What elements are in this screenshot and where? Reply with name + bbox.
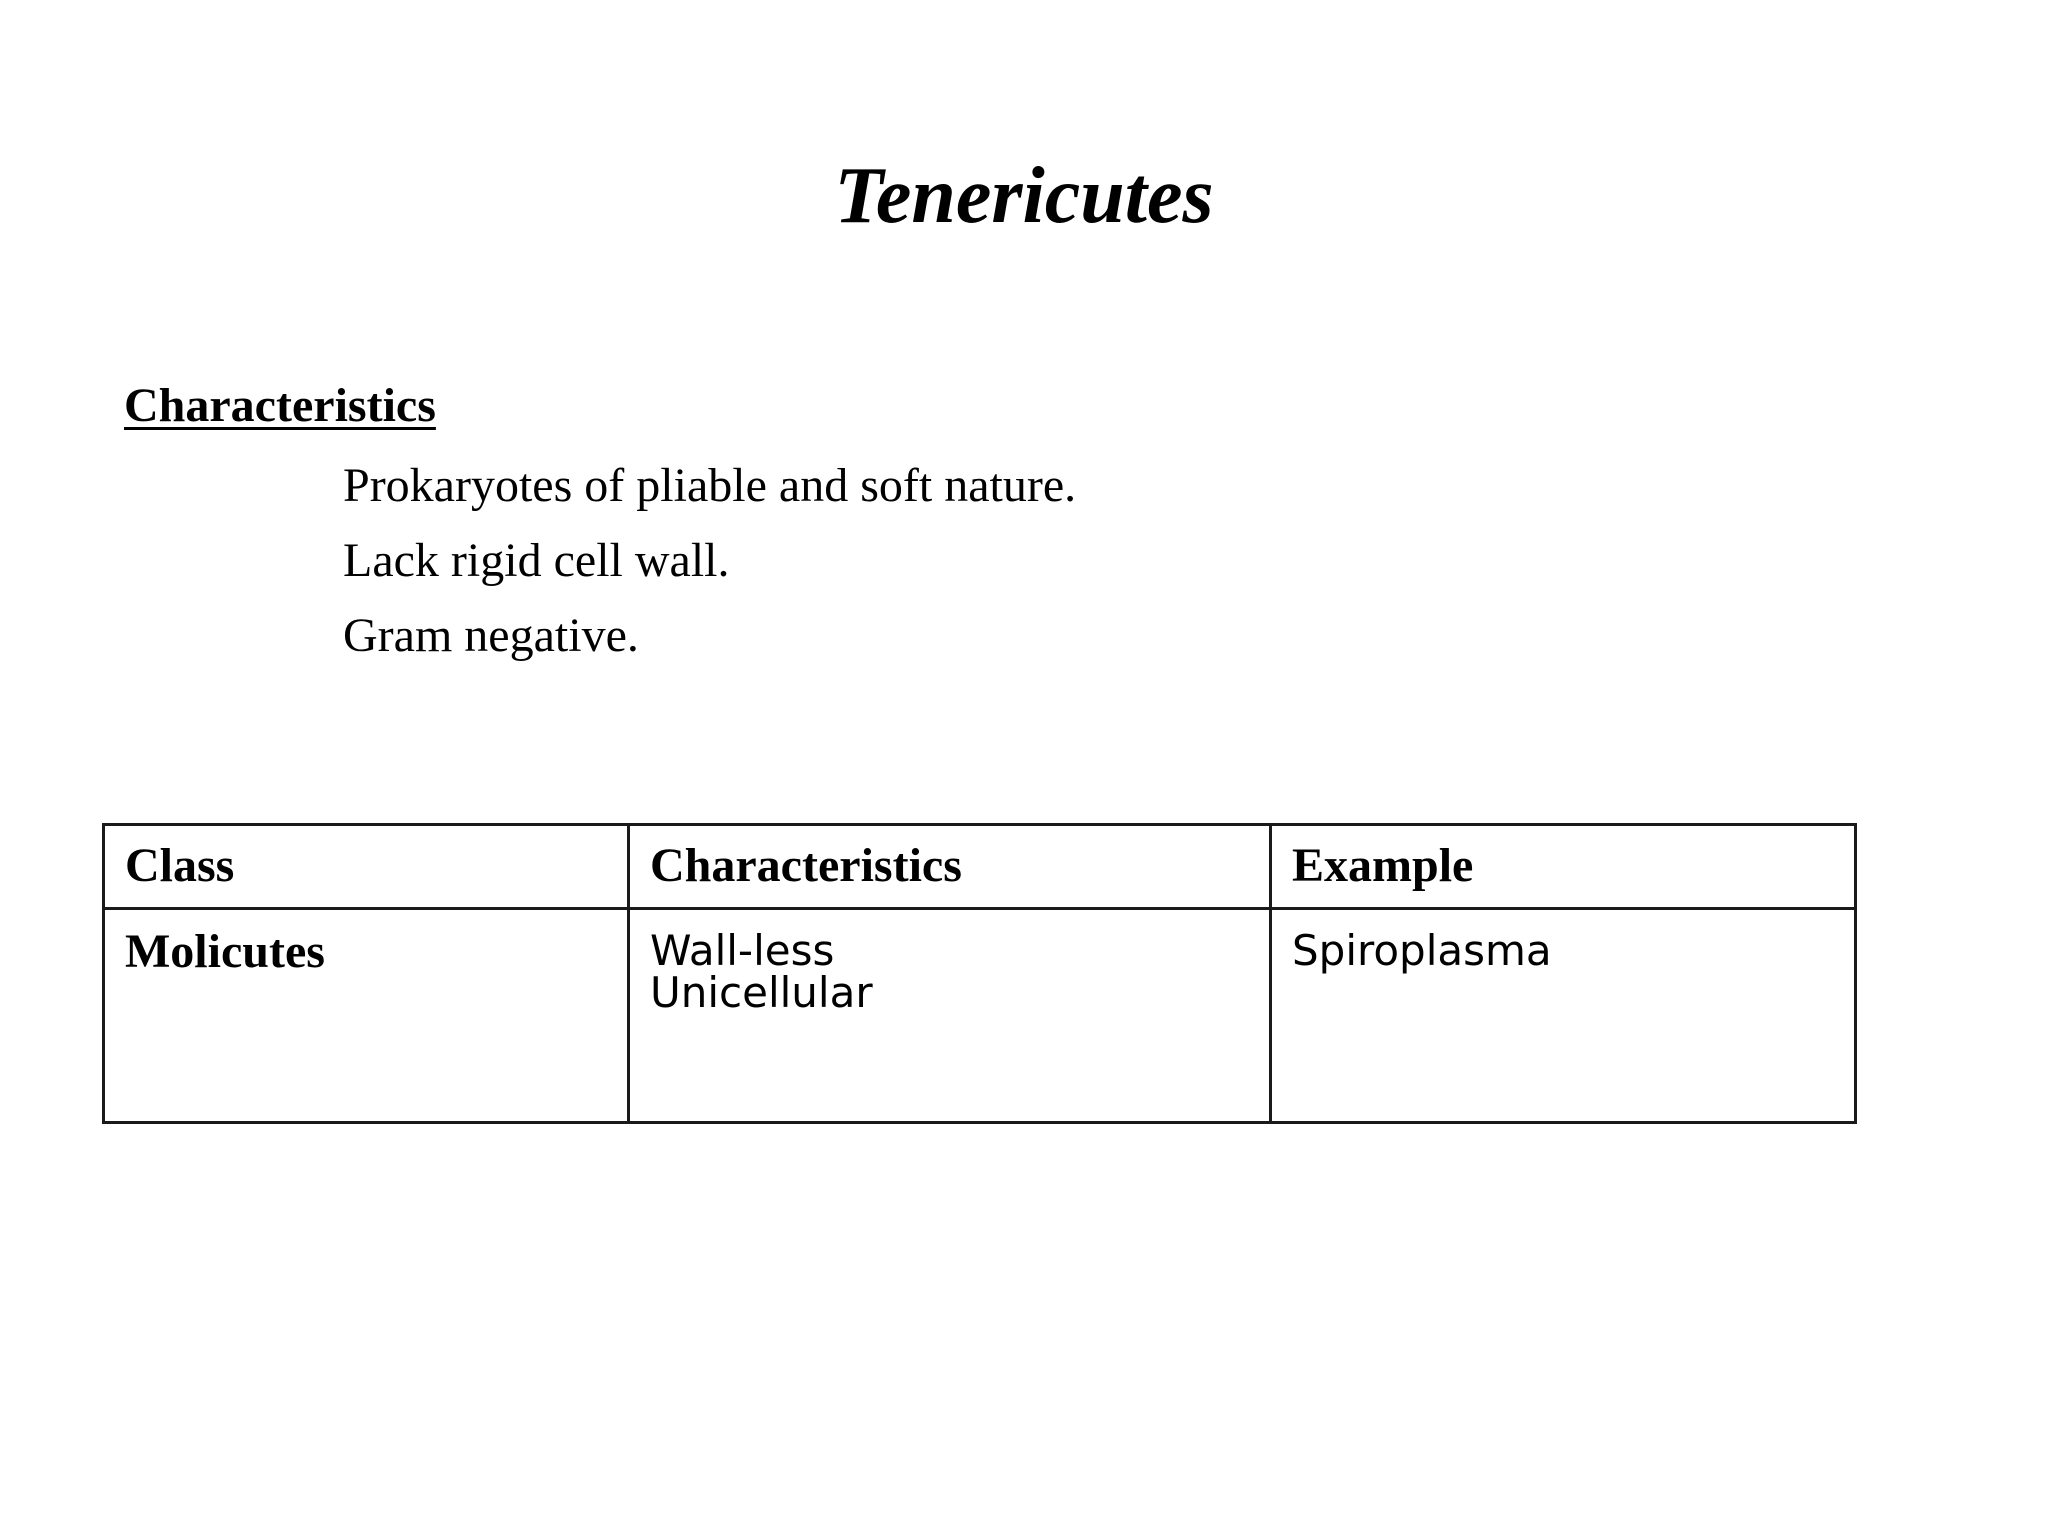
cell-example: Spiroplasma <box>1271 909 1856 1123</box>
cell-class: Molicutes <box>104 909 629 1123</box>
characteristic-item: Gram negative. <box>343 609 639 662</box>
header-example: Example <box>1271 825 1856 909</box>
class-table <box>102 823 1857 1124</box>
characteristic-line: Unicellular <box>650 968 873 1017</box>
slide-title: Tenericutes <box>834 152 1214 240</box>
table-header-row <box>104 825 1856 909</box>
header-class: Class <box>104 825 629 909</box>
characteristics-heading: Characteristics <box>124 379 436 432</box>
characteristics-list <box>343 448 1076 673</box>
table-row <box>104 909 1856 1123</box>
characteristic-line: Wall-less <box>650 926 835 975</box>
cell-characteristics <box>629 909 1271 1123</box>
characteristic-item: Prokaryotes of pliable and soft nature. <box>343 459 1077 512</box>
header-characteristics: Characteristics <box>629 825 1271 909</box>
characteristic-item: Lack rigid cell wall. <box>343 534 730 587</box>
